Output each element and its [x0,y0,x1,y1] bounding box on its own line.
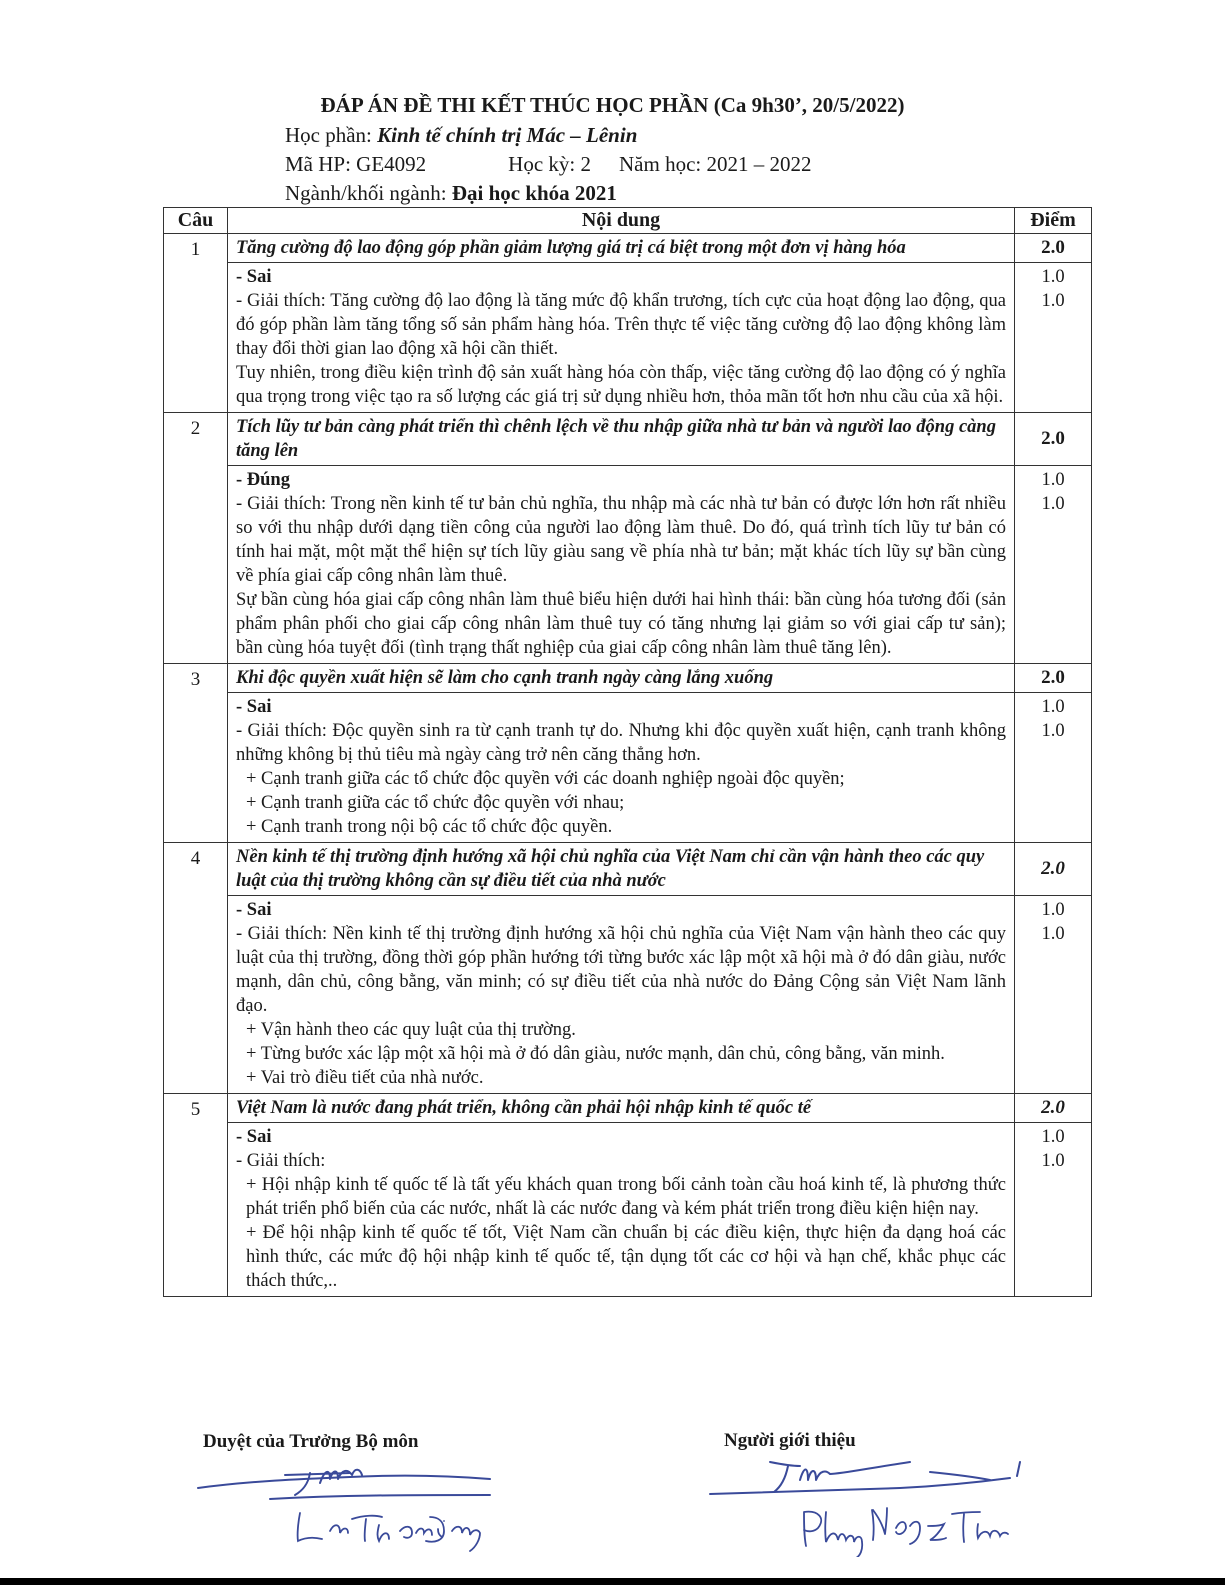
course-label: Học phần: [285,123,378,147]
page-bottom-edge [0,1578,1225,1585]
head-of-department-signature [190,1455,520,1555]
verdict: - Đúng [236,470,290,490]
question-number: 3 [164,664,228,843]
bullet: + Cạnh tranh giữa các tổ chức độc quyền với nhau; [246,793,625,813]
answer-content [228,1123,1015,1297]
question-statement: Tích lũy tư bản càng phát triển thì chênh lệch về thu nhập giữa nhà tư bản và người lao động càng tăng lên [228,413,1015,466]
bullet: + Cạnh tranh trong nội bộ các tổ chức độc quyền. [246,817,613,837]
course-info-line [285,152,811,177]
answer-content [228,263,1015,413]
explanation: - Giải thích: Trong nền kinh tế tư bản chủ nghĩa, thu nhập mà các nhà tư bản có được lớn hơn rất nhiều so với thu nhập dưới dạng tiền công của người lao động làm thuê. Do đó, quá trình tích lũy tư bản có tính hai mặt, một mặt thể hiện sự tích lũy giàu sang về phía nhà tư bản; mặt khác tích lũy sự bần cùng về phía giai cấp công nhân làm thuê. [236,494,1006,586]
col-header-question: Câu [164,208,228,234]
major-value: Đại học khóa 2021 [451,181,617,205]
sub-scores [1015,896,1092,1094]
question-row [164,1094,1092,1123]
bullet: + Hội nhập kinh tế quốc tế là tất yếu khách quan trong bối cảnh toàn cầu hoá kinh tế, là phương thức phát triển phổ biến của các nước, nhất là các nước đang và kém phát triển trong điều kiện hiện nay. [246,1175,1006,1219]
sub-scores [1015,1123,1092,1297]
bullet: + Vai trò điều tiết của nhà nước. [246,1068,484,1088]
answer-row [164,263,1092,413]
question-number: 4 [164,843,228,1094]
answer-content [228,466,1015,664]
sub-score: 1.0 [1041,900,1065,920]
semester: Học kỳ: 2 [508,152,591,176]
bullet: + Vận hành theo các quy luật của thị trường. [246,1020,576,1040]
bullet: + Cạnh tranh giữa các tổ chức độc quyền với các doanh nghiệp ngoài độc quyền; [246,769,845,789]
explanation: - Giải thích: [236,1151,326,1171]
col-header-content: Nội dung [228,208,1015,234]
sub-score: 1.0 [1041,291,1065,311]
question-score: 2.0 [1015,664,1092,693]
major-line [285,181,617,206]
sub-score: 1.0 [1041,1151,1065,1171]
bullet: + Để hội nhập kinh tế quốc tế tốt, Việt Nam cần chuẩn bị các điều kiện, thực hiện đa dạng hoá các hình thức, các mức độ hội nhập kinh tế quốc tế, tận dụng tốt các cơ hội và hạn chế, khắc phục các thách thức,.. [246,1223,1006,1291]
presenter-label: Người giới thiệu [724,1430,856,1451]
question-row [164,234,1092,263]
question-row [164,413,1092,466]
answer-row [164,693,1092,843]
school-year: Năm học: 2021 – 2022 [619,152,812,176]
question-statement: Khi độc quyền xuất hiện sẽ làm cho cạnh tranh ngày càng lắng xuống [228,664,1015,693]
explanation: - Giải thích: Tăng cường độ lao động là tăng mức độ khẩn trương, tích cực của hoạt động lao động, qua đó góp phần làm tăng tổng số sản phẩm hàng hóa. Trên thực tế việc tăng cường độ lao động không làm thay đổi thời gian lao động xã hội cần thiết. [236,291,1006,359]
sub-score: 1.0 [1041,924,1065,944]
sub-score: 1.0 [1041,1127,1065,1147]
col-header-score: Điểm [1015,208,1092,234]
approval-label: Duyệt của Trưởng Bộ môn [203,1431,419,1452]
answer-content [228,896,1015,1094]
course-name: Kinh tế chính trị Mác – Lênin [377,123,638,147]
verdict: - Sai [236,267,272,287]
presenter-signature [700,1452,1040,1557]
course-line [285,123,637,148]
answer-row [164,1123,1092,1297]
question-statement: Tăng cường độ lao động góp phần giảm lượng giá trị cá biệt trong một đơn vị hàng hóa [228,234,1015,263]
sub-score: 1.0 [1041,721,1065,741]
sub-scores [1015,693,1092,843]
sub-score: 1.0 [1041,470,1065,490]
question-statement: Việt Nam là nước đang phát triển, không cần phải hội nhập kinh tế quốc tế [228,1094,1015,1123]
question-number: 2 [164,413,228,664]
sub-scores [1015,466,1092,664]
verdict: - Sai [236,1127,272,1147]
course-code: Mã HP: GE4092 [285,152,427,176]
question-statement: Nền kinh tế thị trường định hướng xã hội chủ nghĩa của Việt Nam chỉ cần vận hành theo các quy luật của thị trường không cần sự điều tiết của nhà nước [228,843,1015,896]
question-score: 2.0 [1015,843,1092,896]
verdict: - Sai [236,697,272,717]
answer-table [163,207,1092,1297]
sub-score: 1.0 [1041,697,1065,717]
bullet: + Từng bước xác lập một xã hội mà ở đó dân giàu, nước mạnh, dân chủ, công bằng, văn minh. [246,1044,945,1064]
sub-score: 1.0 [1041,494,1065,514]
explanation: Sự bần cùng hóa giai cấp công nhân làm thuê biểu hiện dưới hai hình thái: bần cùng hóa tương đối (sản phẩm phân phối cho giai cấp công nhân làm thuê tuy có tăng nhưng lại giảm so với giai cấp tư sản); bần cùng hóa tuyệt đối (tình trạng thất nghiệp của giai cấp công nhân làm thuê tăng lên). [236,590,1006,658]
explanation: - Giải thích: Nền kinh tế thị trường định hướng xã hội chủ nghĩa của Việt Nam vận hành theo các quy luật của thị trường, đồng thời góp phần hướng tới từng bước xác lập một xã hội mà ở đó dân giàu, nước mạnh, dân chủ, công bằng, văn minh; có sự điều tiết của nhà nước do Đảng Cộng sản Việt Nam lãnh đạo. [236,924,1006,1016]
question-number: 5 [164,1094,228,1297]
sub-score: 1.0 [1041,267,1065,287]
answer-row [164,466,1092,664]
answer-row [164,896,1092,1094]
answer-content [228,693,1015,843]
question-score: 2.0 [1015,234,1092,263]
sub-scores [1015,263,1092,413]
question-row [164,843,1092,896]
major-label: Ngành/khối ngành: [285,181,452,205]
question-number: 1 [164,234,228,413]
question-row [164,664,1092,693]
page-title: ĐÁP ÁN ĐỀ THI KẾT THÚC HỌC PHẦN (Ca 9h30’, 20/5/2022) [320,93,905,117]
table-header-row [164,208,1092,234]
verdict: - Sai [236,900,272,920]
question-score: 2.0 [1015,413,1092,466]
question-score: 2.0 [1015,1094,1092,1123]
explanation: Tuy nhiên, trong điều kiện trình độ sản xuất hàng hóa còn thấp, việc tăng cường độ lao động có ý nghĩa qua trọng trong việc tạo ra số lượng các giá trị sử dụng nhiều hơn, thỏa mãn tốt hơn nhu cầu của xã hội. [236,363,1006,407]
explanation: - Giải thích: Độc quyền sinh ra từ cạnh tranh tự do. Nhưng khi độc quyền xuất hiện, cạnh tranh không những không bị thủ tiêu mà ngày càng trở nên căng thẳng hơn. [236,721,1006,765]
